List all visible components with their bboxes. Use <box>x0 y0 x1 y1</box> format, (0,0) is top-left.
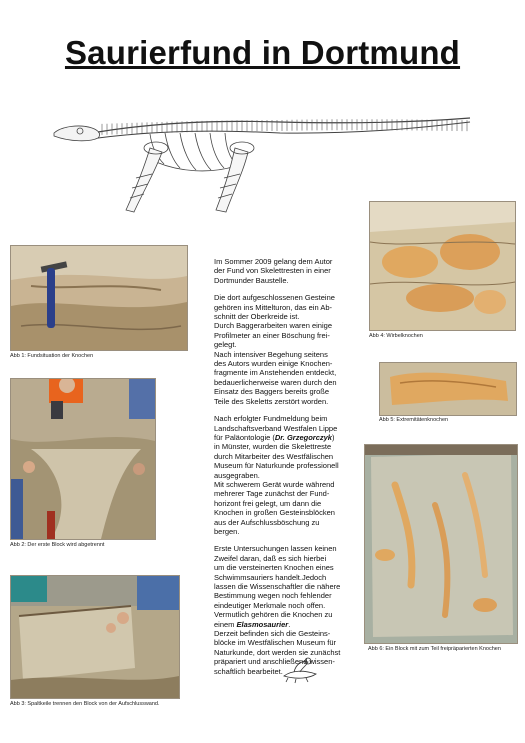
text-line: Durch Baggerarbeiten waren einige <box>214 321 332 331</box>
photo-block-abgetrennt <box>10 378 156 540</box>
p3-line-palaeontologie <box>214 433 364 442</box>
text-line: gelegt. <box>214 340 237 350</box>
text-line: Profilmeter an einer Böschung frei- <box>214 330 330 340</box>
text-line: Landschaftsverband Westfalen Lippe <box>214 423 338 433</box>
caption-abb5: Abb 5: Extremitätenknochen <box>379 417 449 423</box>
text-line: in Münster, wurden die Skelettreste <box>214 442 332 452</box>
name-dr-grzegorczyk: Dr. Grzegorczyk <box>274 432 332 442</box>
text-line: Teile des Skeletts zerstört worden. <box>214 396 329 406</box>
text-line: Nach erfolgter Fundmeldung beim <box>214 414 328 424</box>
text-line: Vermutlich gehören die Knochen zu <box>214 610 333 620</box>
caption-abb6: Abb 6: Ein Block mit zum Teil freipräparierten Knochen <box>368 646 501 652</box>
text-line: mehrerer Tage zunächst der Fund- <box>214 489 330 499</box>
text-line: Derzeit befinden sich die Gesteins- <box>214 629 331 639</box>
text-line: Zweifel daran, daß es sich hierbei <box>214 553 327 563</box>
species-elasmosaurier: Elasmosaurier <box>236 619 289 629</box>
photo-block-freipraepariert <box>364 444 518 644</box>
paragraph-1 <box>214 257 364 285</box>
text-line: fragmente im Anstehenden entdeckt, <box>214 368 337 378</box>
text-line: des Autors wurden einige Knochen- <box>214 359 333 369</box>
author-logo-icon <box>280 652 322 684</box>
text-line: bedauerlicherweise waren durch den <box>214 377 337 387</box>
text-line: Bestimmung wegen noch fehlender <box>214 591 332 601</box>
p4-post: . <box>288 619 291 629</box>
text-line: Mit schwerem Gerät wurde während <box>214 479 335 489</box>
text-line: Nach intensiver Begehung seitens <box>214 349 328 359</box>
text-line: Museum für Naturkunde professionell <box>214 461 339 471</box>
paragraph-3 <box>214 414 364 536</box>
text-line: Knochen in großen Gesteinsblöcken <box>214 508 335 518</box>
text-line: gehören ins Mittelturon, das ein Ab- <box>214 302 332 312</box>
text-line: Naturkunde, dort werden sie zunächst <box>214 647 341 657</box>
caption-abb3: Abb 3: Spaltkeile trennen den Block von der Aufschlusswand. <box>10 701 160 707</box>
text-line: Schwimmsauriers handelt.Jedoch <box>214 572 327 582</box>
p3-post: ) <box>331 432 335 442</box>
text-line: horizont frei gelegt, um dann die <box>214 498 322 508</box>
p4-line-elasmosaurier <box>214 620 364 629</box>
elasmosaurus-skeleton-illustration <box>40 78 485 218</box>
caption-abb2: Abb 2: Der erste Block wird abgetrennt <box>10 542 105 548</box>
page-title: Saurierfund in Dortmund <box>64 34 461 71</box>
text-line: schaftlich bearbeitet. <box>214 666 283 676</box>
text-line: Im Sommer 2009 gelang dem Autor <box>214 257 333 266</box>
text-line: lassen die Wissenschaftler die nähere <box>214 582 341 591</box>
text-line: um die versteinerten Knochen eines <box>214 563 334 573</box>
text-line: Einsatz des Baggers bereits große <box>214 387 330 397</box>
photo-fundsituation <box>10 245 188 351</box>
text-line: bergen. <box>214 526 240 536</box>
text-line: Dortmunder Baustelle. <box>214 275 289 285</box>
text-line: Erste Untersuchungen lassen keinen <box>214 544 337 554</box>
text-line: blöcke im Westfälischen Museum für <box>214 638 336 648</box>
text-line: eindeutiger Merkmale noch offen. <box>214 600 326 610</box>
photo-extremitaetenknochen <box>379 362 517 416</box>
p4-pre: einem <box>214 619 237 629</box>
caption-abb4: Abb 4: Wirbelknochen <box>369 333 423 339</box>
text-line: aus der Aufschlussböschung zu <box>214 517 320 527</box>
article-body <box>214 257 364 684</box>
caption-abb1: Abb 1: Fundsituation der Knochen <box>10 353 94 359</box>
paragraph-2 <box>214 293 364 406</box>
text-line: Die dort aufgeschlossenen Gesteine <box>214 293 335 303</box>
text-line: ausgegraben. <box>214 470 260 480</box>
p3-pre: für Paläontologie ( <box>214 432 275 442</box>
text-line: der Fund von Skelettresten in einer <box>214 266 331 276</box>
photo-wirbelknochen <box>369 201 516 331</box>
text-line: präpariert und anschließend wissen- <box>214 657 335 667</box>
text-line: schnitt der Oberkreide ist. <box>214 312 300 322</box>
photo-spaltkeile <box>10 575 180 699</box>
text-line: durch Mitarbeiter des Westfälischen <box>214 451 334 461</box>
